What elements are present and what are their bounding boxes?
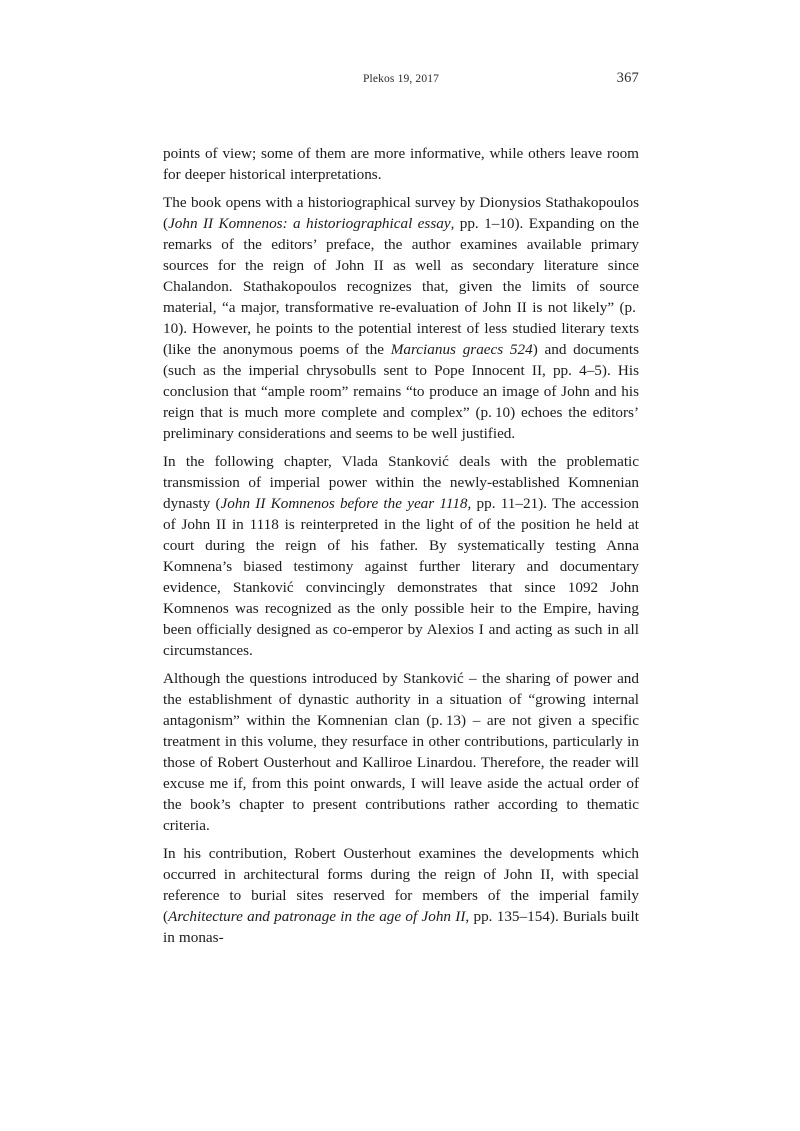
text-run: ) and documents (such as the imperial chrysobulls sent to Pope Innocent II, pp. 4–5). His conclusion that “ample room” remains “to produce an image of John and his reign that is much more complete and complex” (p. 10) echoes the editors’ preliminary considerations and seems to be well justified. [163, 341, 639, 442]
italic-title-run: Architecture and patronage in the age of John II [168, 908, 466, 925]
body-paragraph [163, 451, 639, 661]
running-head [163, 70, 639, 90]
text-run: In the following chapter, Vlada Stanković deals with the problematic transmission of imperial power within the newly-established Komnenian dynasty ( [163, 453, 639, 512]
italic-title-run: John II Komnenos before the year 1118 [220, 495, 468, 512]
body-text-block [163, 143, 639, 948]
running-head-journal-title: Plekos 19, 2017 [362, 73, 440, 85]
text-run: , pp. 135–154). Burials built in monas- [163, 908, 639, 946]
text-run: , pp. 11–21). The accession of John II in 1118 is reinterpreted in the light of of the position he held at court during the reign of his father. By systematically testing Anna Komnena’s biased testimony against further literary and documentary evidence, Stanković convincingly demonstrates that since 1092 John Komnenos was recognized as the only possible heir to the Empire, having been officially designed as co-emperor by Alexios I and acting as such in all circumstances. [163, 495, 639, 659]
body-paragraph [163, 843, 639, 948]
italic-title-run: John II Komnenos: a historiographical essay [168, 215, 451, 232]
body-paragraph [163, 143, 639, 185]
body-paragraph [163, 192, 639, 444]
italic-title-run: Marcianus graecs 524 [390, 341, 533, 358]
text-run: , pp. 1–10). Expanding on the remarks of the editors’ preface, the author examines available primary sources for the reign of John II as well as secondary literature since Chalandon. Stathakopoulos recognizes that, given the limits of source material, “a major, transformative re-evaluation of John II is not likely” (p. 10). However, he points to the potential interest of less studied literary texts (like the anonymous poems of the [163, 215, 640, 358]
text-run: points of view; some of them are more informative, while others leave room for deeper historical interpretations. [163, 145, 639, 183]
text-run: The book opens with a historiographical survey by Dionysios Stathakopoulos ( [163, 194, 639, 232]
text-run: Although the questions introduced by Stanković – the sharing of power and the establishment of dynastic authority in a situation of “growing internal antagonism” within the Komnenian clan (p. 13) – are not given a specific treatment in this volume, they resurface in other contributions, particularly in those of Robert Ousterhout and Kalliroe Linardou. Therefore, the reader will excuse me if, from this point onwards, I will leave aside the actual order of the book’s chapter to present contributions rather according to thematic criteria. [163, 670, 639, 834]
body-paragraph [163, 668, 639, 836]
page-number: 367 [616, 70, 639, 86]
text-run: In his contribution, Robert Ousterhout examines the developments which occurred in architectural forms during the reign of John II, with special reference to burial sites reserved for members of the imperial family ( [163, 845, 639, 925]
